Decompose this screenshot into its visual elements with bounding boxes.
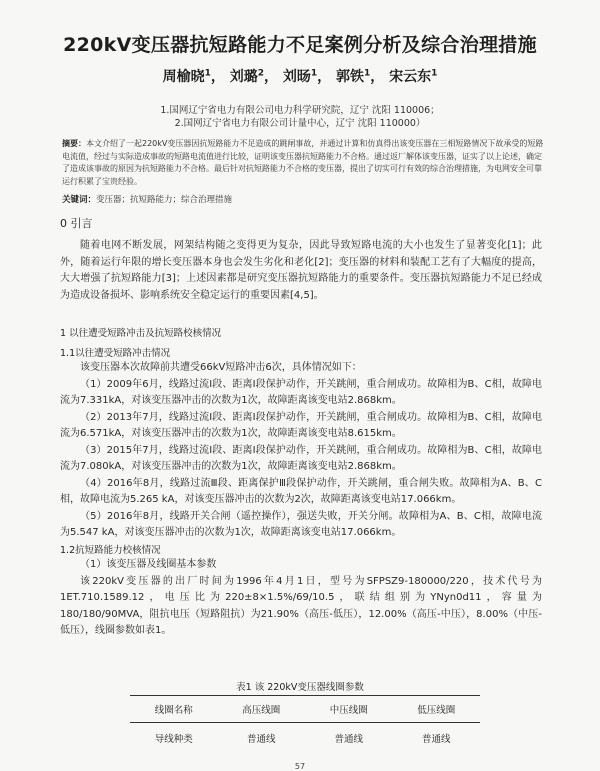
author-name: 刘旸: [282, 69, 311, 85]
section1-2-body: [60, 557, 542, 640]
intro-paragraph: 随着电网不断发展，网架结构随之变得更为复杂，因此导致短路电流的大小也发生了显著变化[1]；此外，随着运行年限的增长变压器本身也会发生劣化和老化[2]；变压器的材料和装配工艺有了大幅度的提高，大大增强了抗短路能力[3]；上述因素都是研究变压器抗短路能力的重要条件。变压器抗短路能力不足已经成为造成设备损坏、影响系统安全稳定运行的重要因素[4,5]。: [60, 240, 542, 301]
table-header-row: [130, 696, 480, 723]
body-line: （1）2009年6月，线路过流Ⅰ段、距离Ⅰ段保护动作，开关跳闸，重合闸成功。故障相为B、C相，故障电流为7.331kA，对该变压器冲击的次数为1次，故障距离该变电站2.868km。: [60, 378, 542, 406]
body-line: （5）2016年8月，线路开关合闸（遥控操作），强送失败，开关分闸。故障相为A、B、C相，故障电流为5.547 kA，对该变压器冲击的次数为1次，故障距离该变电站17.066km。: [60, 510, 542, 538]
body-line: （1）该变压器及线圈基本参数: [80, 559, 217, 570]
author-affil-mark: 2: [257, 68, 264, 79]
keywords: [62, 193, 544, 205]
affiliations: [0, 104, 600, 130]
section1-1-body: [60, 360, 542, 542]
author-affil-mark: 1: [431, 68, 438, 79]
table-header-cell: 中压线圈: [305, 696, 393, 723]
table-row: [130, 723, 480, 754]
table-cell: 普通线: [334, 734, 363, 745]
page-number: 57: [294, 762, 306, 771]
section1-heading: 1 以往遭受短路冲击及抗短路校核情况: [60, 328, 222, 339]
table-header-cell: 线圈名称: [130, 696, 218, 723]
table-cell: 普通线: [421, 734, 451, 745]
author-list: 周榆晓$^1$， 刘璐$^2$， 刘旸$^1$， 郭铁$^1$， 宋云东$^1$: [162, 68, 438, 85]
paper-title: 220kV变压器抗短路能力不足案例分析及综合治理措施: [63, 34, 537, 56]
body-line: 该变压器本次故障前共遭受66kV短路冲击6次，具体情况如下：: [80, 362, 362, 373]
section1-2-heading: 1.2抗短路能力校核情况: [60, 545, 161, 556]
body-line: （3）2015年7月，线路过流Ⅰ段、距离Ⅰ段保护动作，开关跳闸，重合闸成功。故障相为B、C相，故障电流为7.080kA，对该变压器冲击的次数为1次，故障距离该变电站2.868km。: [60, 444, 542, 472]
affiliation-line: 2.国网辽宁省电力有限公司计量中心，辽宁 沈阳 110000）: [174, 118, 426, 129]
author-name: 宋云东: [389, 69, 432, 85]
body-line: 该220kV变压器的出厂时间为1996年4月1日，型号为SFPSZ9-180000/220，技术代号为1ET.710.1589.12，电压比为220±8×1.5%/69/10.5，联结组别为YNyn0d11，容量为180/180/90MVA，阻抗电压（短路阻抗）为21.90%（高压-低压），12.00%（高压-中压），8.00%（中压-低压），线圈参数如表1。: [60, 575, 542, 636]
author-name: 周榆晓: [162, 69, 205, 85]
author-name: 刘璐: [229, 69, 258, 85]
author-name: 郭铁: [336, 69, 364, 85]
abstract-text: 本文介绍了一起220kV变压器因抗短路能力不足造成的跳闸事故，并通过计算和仿真得出该变压器在三相短路情况下故承受的短路电流值，经过与实际造成事故的短路电流值进行比较，证明该变压器抗短路能力不合格。通过返厂解体该变压器，证实了以上论述，确定了造成该事故的原因为抗短路能力不合格。最后针对抗短路能力不合格的变压器，提出了切实可行有效的综合治理措施，为电网安全可靠运行积累了宝贵经验。: [62, 139, 544, 186]
body-line: （2）2013年7月，线路过流Ⅰ段、距离Ⅰ段保护动作，开关跳闸，重合闸成功。故障相为B、C相，故障电流为6.571kA，对该变压器冲击的次数为1次，故障距离该变电站8.615km。: [60, 411, 542, 439]
keywords-label: 关键词：: [62, 195, 97, 205]
table-cell: 导线种类: [154, 734, 193, 745]
author-affil-mark: 1: [364, 68, 371, 79]
intro-heading: 0 引言: [60, 217, 93, 230]
winding-parameter-table: [130, 695, 480, 753]
body-line: （4）2016年8月，线路过流Ⅲ段、距离保护Ⅲ段保护动作，开关跳闸，重合闸失败。故障相为A、B、C相，故障电流为5.265 kA，对该变压器冲击的次数为2次，故障距离该变电站17.066km。: [60, 477, 542, 505]
author-affil-mark: 1: [310, 68, 318, 79]
table-header-cell: 高压线圈: [218, 696, 306, 723]
table-caption: 表1 该 220kV变压器线圈参数: [236, 682, 364, 693]
abstract-label: 摘要：: [62, 139, 86, 148]
table-cell: 普通线: [246, 734, 276, 745]
keywords-text: 变压器；抗短路能力；综合治理措施: [96, 195, 233, 205]
section1-1-heading: 1.1以往遭受短路冲击情况: [60, 348, 171, 359]
table-header-cell: 低压线圈: [393, 696, 481, 723]
abstract: [62, 138, 544, 188]
author-affil-mark: 1: [204, 68, 211, 79]
affiliation-line: 1.国网辽宁省电力有限公司电力科学研究院，辽宁 沈阳 110006；: [160, 105, 440, 116]
